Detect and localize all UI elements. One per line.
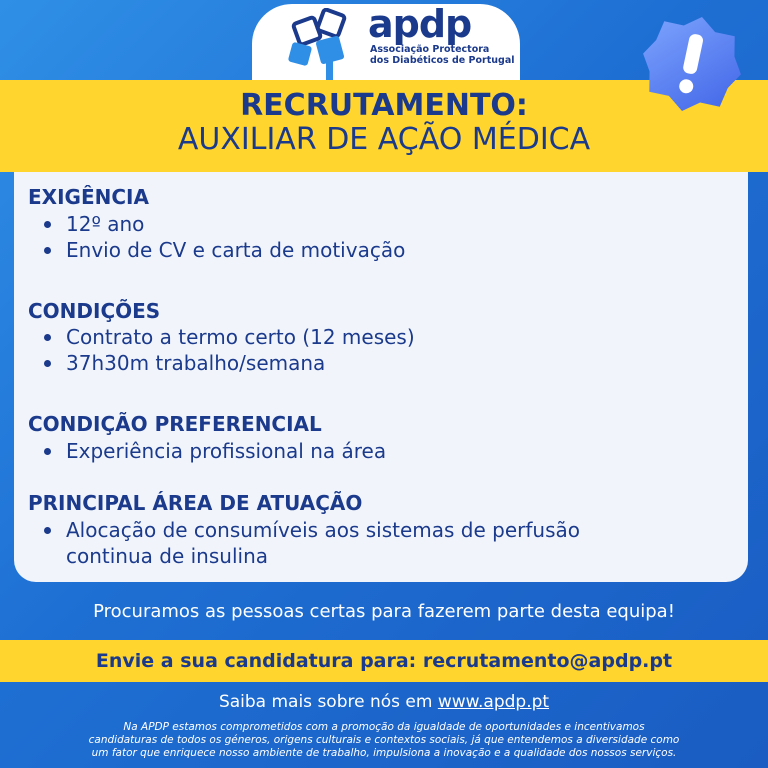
section-heading: CONDIÇÃO PREFERENCIAL <box>28 412 322 436</box>
website-link[interactable]: www.apdp.pt <box>437 692 550 712</box>
list-item-continuation <box>44 544 268 568</box>
more-info-prefix: Saiba mais sobre nós em <box>218 692 433 712</box>
disclaimer-line1: Na APDP estamos comprometidos com a promoção da igualdade de oportunidades e incentivamos <box>123 721 645 733</box>
page-subtitle: AUXILIAR DE AÇÃO MÉDICA <box>177 122 591 157</box>
brand-subtitle <box>370 44 515 66</box>
apply-email-cta[interactable]: Envie a sua candidatura para: recrutamento@apdp.pt <box>95 650 673 672</box>
disclaimer-line3: um fator que enriquece nosso ambiente de trabalho, impulsiona a inovação e a qualidade dos nossos serviços. <box>91 747 677 759</box>
exclamation-alert-icon <box>640 12 744 116</box>
list-item: Alocação de consumíveis aos sistemas de perfusão <box>44 518 580 542</box>
list-item: Experiência profissional na área <box>44 439 386 463</box>
list-item-continuation-text: continua de insulina <box>66 544 269 568</box>
page-title: RECRUTAMENTO: <box>240 88 528 123</box>
brand-subtitle-line2: dos Diabéticos de Portugal <box>370 55 515 66</box>
list-item: Contrato a termo certo (12 meses) <box>44 325 415 349</box>
disclaimer <box>0 721 768 760</box>
list-item: 12º ano <box>44 212 144 236</box>
section-heading: CONDIÇÕES <box>28 299 161 323</box>
list-item: Envio de CV e carta de motivação <box>44 238 405 262</box>
section-heading: EXIGÊNCIA <box>28 185 149 209</box>
list-item: 37h30m trabalho/semana <box>44 351 325 375</box>
more-info <box>0 691 768 713</box>
apdp-logo-icon <box>286 8 366 84</box>
brand-name: apdp <box>368 2 472 46</box>
section-heading: PRINCIPAL ÁREA DE ATUAÇÃO <box>28 491 363 515</box>
brand-subtitle-line1: Associação Protectora <box>370 44 490 55</box>
tagline: Procuramos as pessoas certas para fazerem parte desta equipa! <box>93 601 675 622</box>
disclaimer-line2: candidaturas de todos os géneros, origens culturais e contextos sociais, já que entendemos a diversidade como <box>88 734 680 746</box>
